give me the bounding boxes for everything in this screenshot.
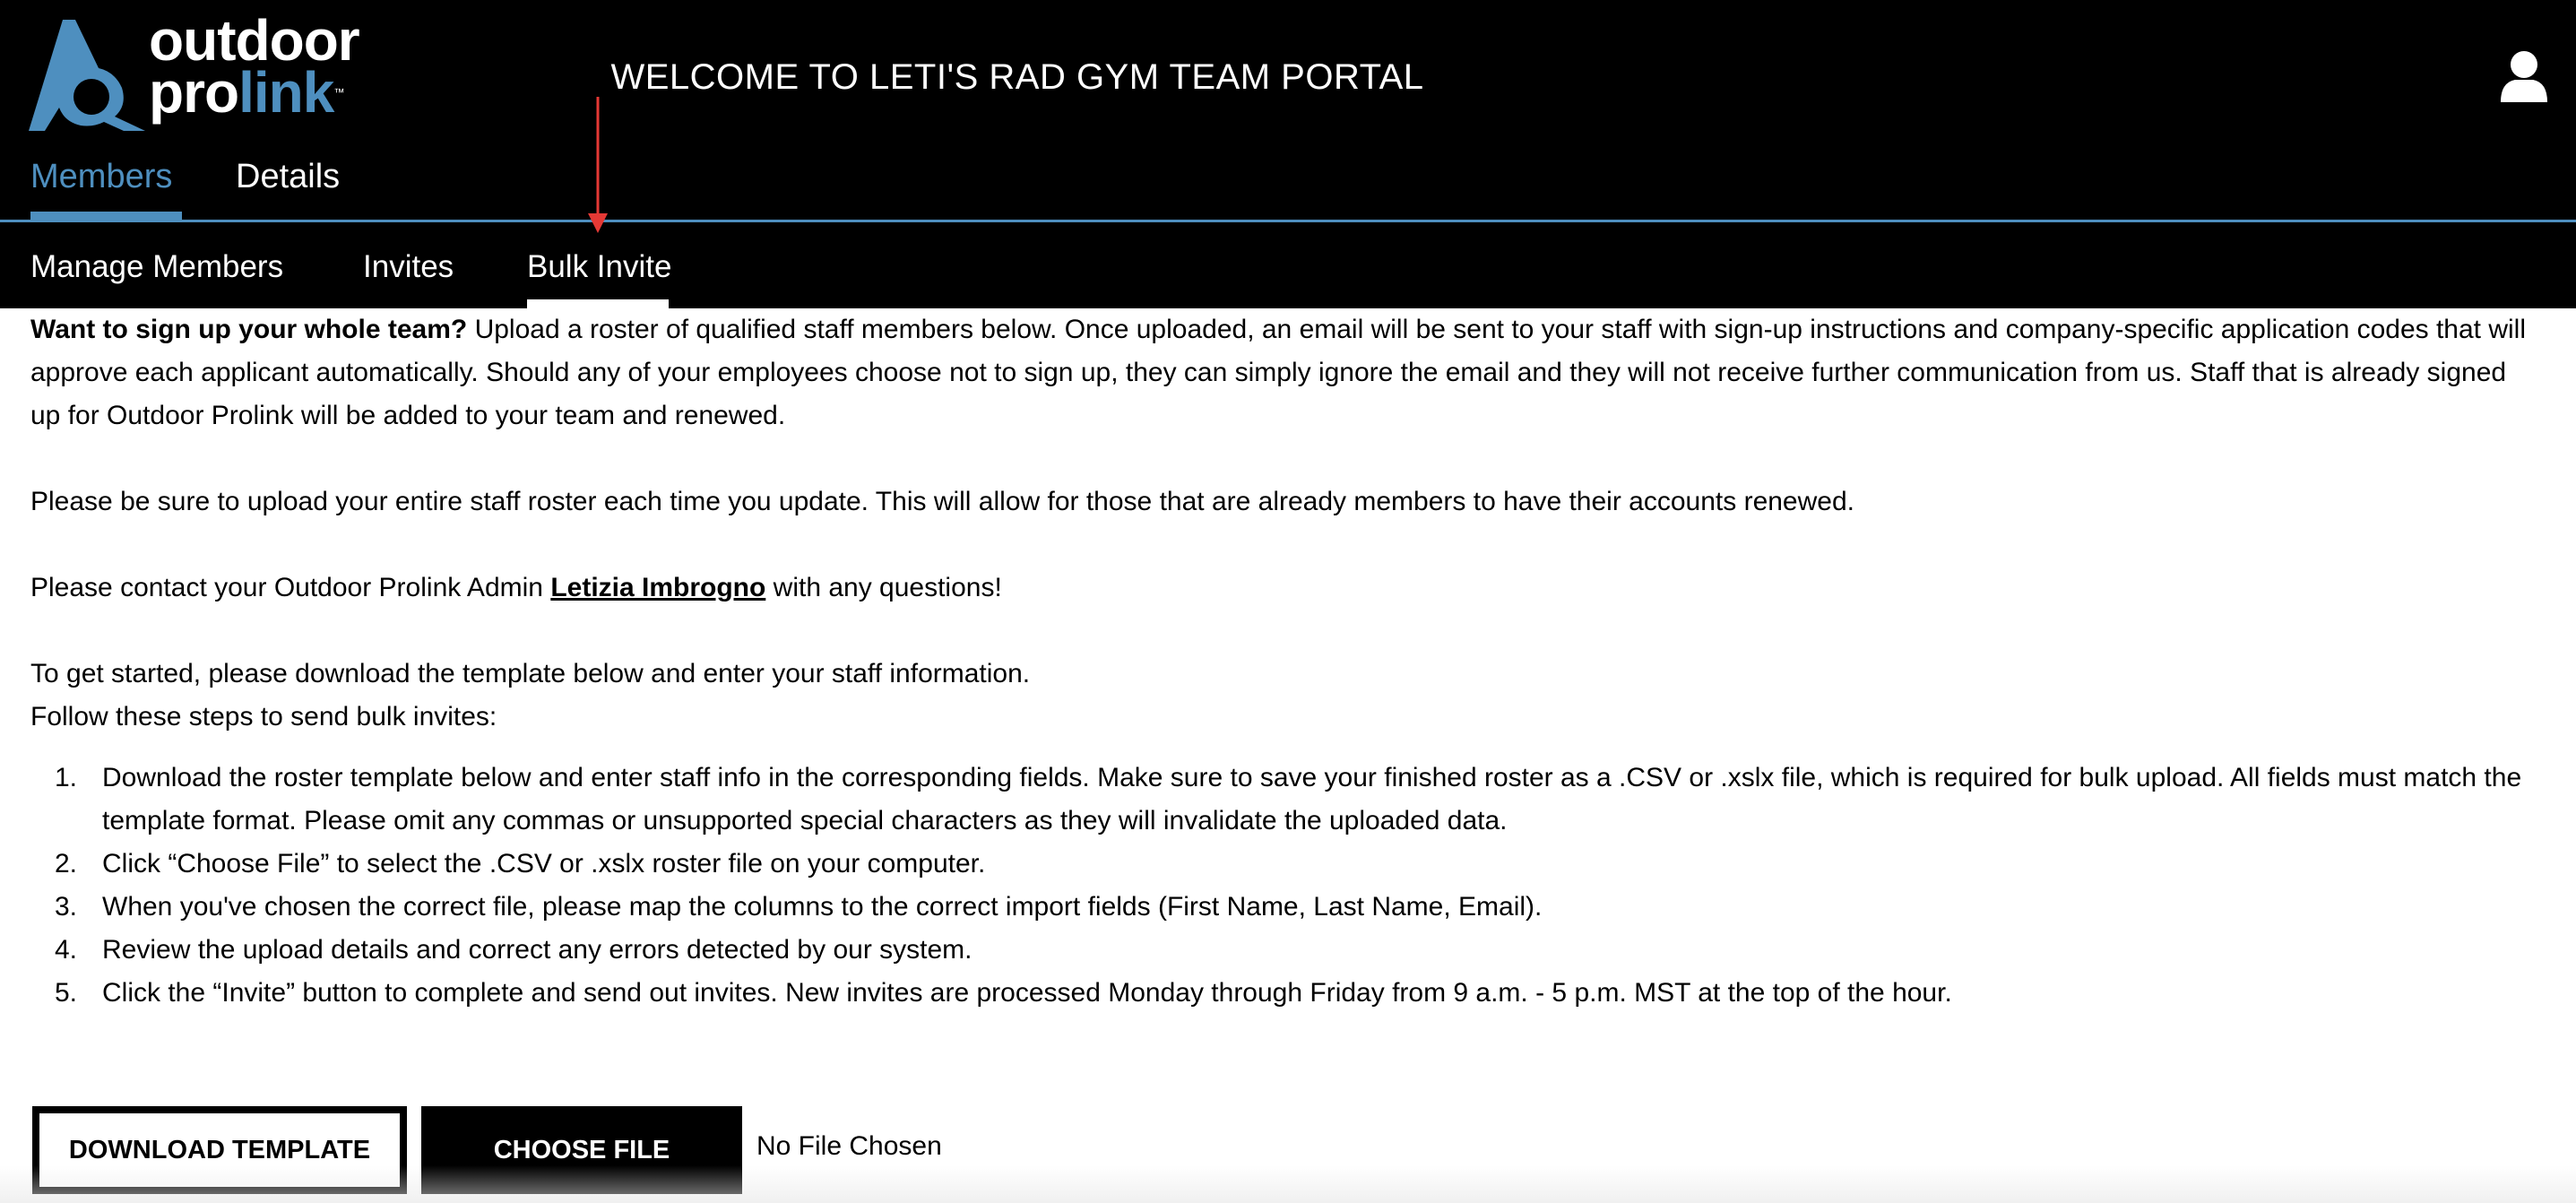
- step-item: [30, 972, 2540, 1015]
- step-text: Click the “Invite” button to complete and send out invites. New invites are processed Monday through Friday from 9 a.m. - 5 p.m. MST at the top of the hour.: [102, 978, 1952, 1008]
- file-status: No File Chosen: [756, 1131, 942, 1161]
- page-title-text: WELCOME TO LETI'S RAD GYM TEAM PORTAL: [610, 57, 1424, 97]
- step-text: Click “Choose File” to select the .CSV or .xslx roster file on your computer.: [102, 849, 986, 878]
- intro-text: Upload a roster of qualified staff members below. Once uploaded, an email will be sent to your staff with sign-up instructions and company-specific application codes that will approve each applicant automatically. Should any of your employees choose not to sign up, they can simply ignore the email and they will not receive further communication from us. Staff that is already signed up for Outdoor Prolink will be added to your team and renewed.: [30, 315, 2527, 430]
- step-item: [30, 886, 2540, 929]
- steps-list: [30, 757, 2540, 1015]
- step-item: [30, 843, 2540, 886]
- contact-text-after: with any questions!: [765, 573, 1002, 602]
- subtab-invites[interactable]: Invites: [363, 249, 454, 284]
- sub-nav-bar: [0, 222, 2576, 308]
- intro-heading: Want to sign up your whole team?: [30, 315, 468, 344]
- tab-details[interactable]: Details: [236, 158, 341, 195]
- logo-pro: pro: [149, 60, 239, 125]
- step-text: Download the roster template below and enter staff info in the corresponding fields. Make sure to save your finished roster as a .CSV or .xslx file, which is required for bulk upload. All fields must match the template format. Please omit any commas or unsupported special characters as they will invalidate the uploaded data.: [102, 763, 2522, 835]
- user-icon[interactable]: [2499, 50, 2549, 104]
- contact-paragraph: [30, 567, 2540, 610]
- subtab-bulk-invite[interactable]: Bulk Invite: [527, 249, 672, 284]
- get-started-text: To get started, please download the template below and enter your staff information.: [30, 659, 1031, 688]
- tab-members[interactable]: Members: [30, 158, 173, 195]
- annotation-arrow-icon: [588, 97, 608, 233]
- active-tab-indicator: [30, 212, 182, 220]
- subtab-manage-members[interactable]: Manage Members: [30, 249, 284, 284]
- upload-note: Please be sure to upload your entire staff roster each time you update. This will allow for those that are already members to have their accounts renewed.: [30, 487, 1854, 516]
- admin-link[interactable]: Letizia Imbrogno: [550, 573, 766, 602]
- download-template-button[interactable]: DOWNLOAD TEMPLATE: [32, 1106, 407, 1194]
- choose-file-button[interactable]: CHOOSE FILE: [421, 1106, 742, 1194]
- step-item: [30, 929, 2540, 972]
- step-number: 2.: [54, 849, 77, 878]
- step-item: [30, 757, 2540, 843]
- bulk-invite-content: [30, 308, 2540, 1015]
- step-text: When you've chosen the correct file, please map the columns to the correct import fields (First Name, Last Name, Email).: [102, 892, 1543, 922]
- logo-link: link: [238, 60, 334, 125]
- portal-header: [0, 0, 2576, 222]
- step-number: 5.: [54, 978, 77, 1008]
- active-subtab-indicator: [527, 299, 669, 308]
- step-text: Review the upload details and correct any errors detected by our system.: [102, 935, 972, 965]
- step-number: 1.: [54, 763, 77, 792]
- contact-text-before: Please contact your Outdoor Prolink Admin: [30, 573, 551, 602]
- page-title: [0, 57, 2576, 98]
- logo-outdoor: outdoor: [149, 8, 359, 73]
- intro-paragraph: [30, 308, 2540, 437]
- logo-trademark: ™: [333, 86, 344, 99]
- step-number: 4.: [54, 935, 77, 965]
- step-number: 3.: [54, 892, 77, 922]
- follow-steps-text: Follow these steps to send bulk invites:: [30, 702, 497, 731]
